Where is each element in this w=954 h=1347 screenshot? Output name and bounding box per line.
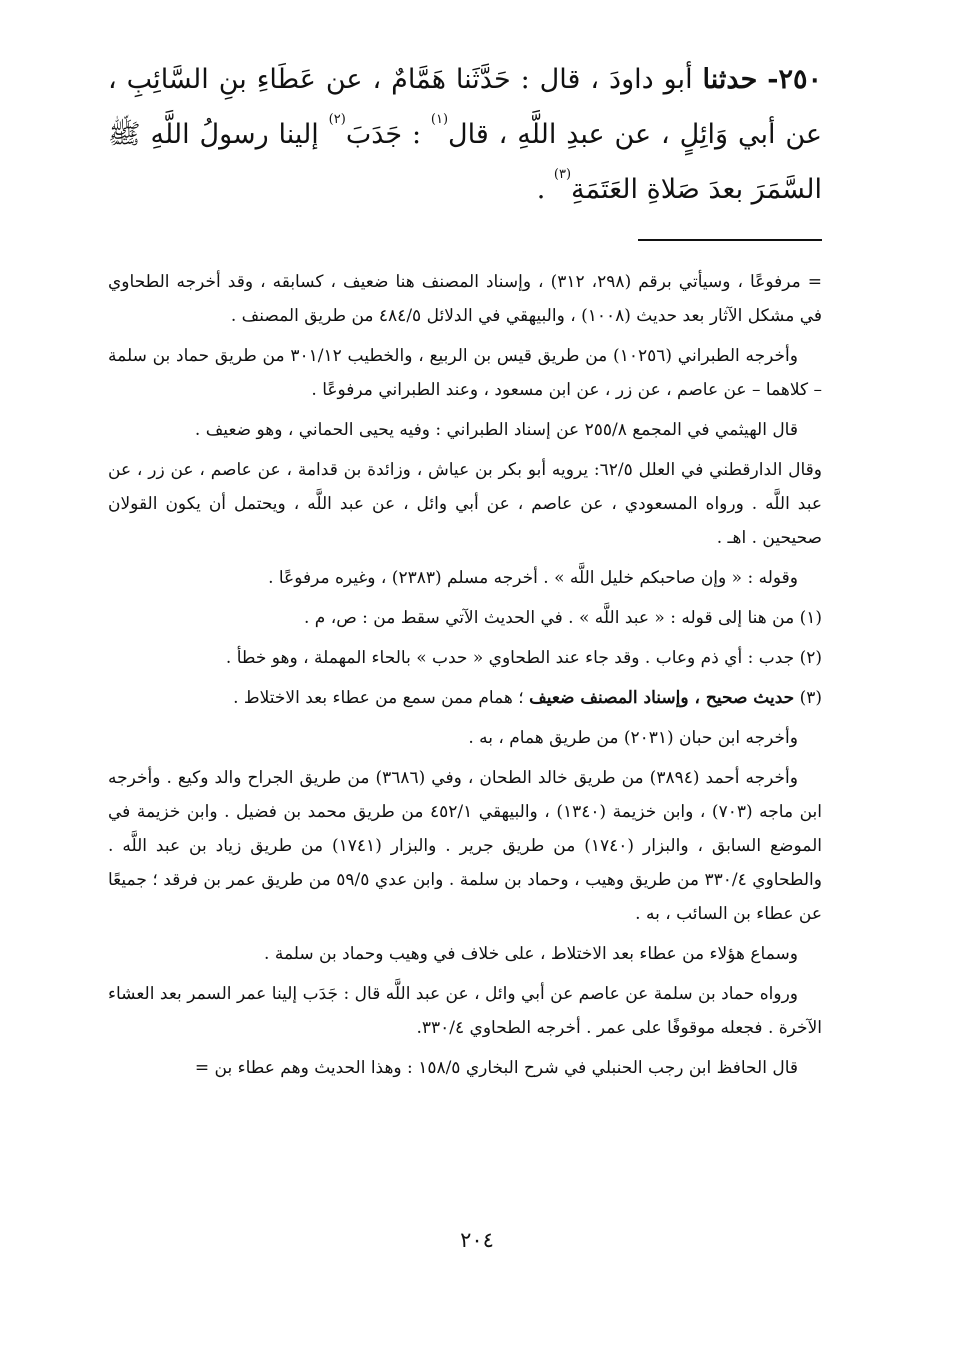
hadith-text-part-3: إلينا رسولُ اللَّهِ ﷺ السَّمَرَ بعدَ صَلاةِ العَتَمَةِ [108, 119, 822, 205]
footnote-ref-3: (٣) [553, 167, 572, 182]
note-paragraph-1: = مرفوعًا ، وسيأتي برقم (٢٩٨، ٣١٢) ، وإسناد المصنف هنا ضعيف ، كسابقه ، وقد أخرجه الطحاوي في مشكل الآثار بعد حديث (١٠٠٨) ، والبيهقي في الدلائل ٤٨٤/٥ من طريق المصنف . [108, 272, 823, 326]
footnote-ref-1: (١) [430, 112, 449, 127]
footnote-divider [638, 239, 822, 241]
footnotes [108, 265, 822, 1085]
note-paragraph-9: ورواه حماد بن سلمة عن عاصم عن أبي وائل ، عن عبد اللَّه قال : جَدَب إلينا عمر السمر بعد العشاء الآخرة . فجعله موقوفًا على عمر . أخرجه الطحاوي ٣٣٠/٤. [108, 984, 822, 1038]
footnote-1: (١) من هنا إلى قوله : « عبد اللَّه » . في الحديث الآتي سقط من : ص، م . [303, 608, 822, 628]
hadith-lead-word: حدثنا [702, 64, 758, 95]
footnote-3-prefix: (٣) [794, 688, 822, 708]
footnote-3-ruling: حديث صحيح ، وإسناد المصنف ضعيف [529, 688, 795, 708]
footnote-ref-2: (٢) [328, 112, 346, 127]
footnote-3-rest: ؛ همام ممن سمع من عطاء بعد الاختلاط . [233, 688, 530, 708]
hadith-number: ٢٥٠- [767, 64, 822, 95]
page-number: ٢٠٤ [460, 1228, 494, 1252]
note-paragraph-8: وسماع هؤلاء من عطاء بعد الاختلاط ، على خلاف في وهيب وحماد بن سلمة . [264, 944, 798, 964]
hadith-text-part-1: أبو داودَ ، قال : حَدَّثَنا هَمَّامٌ ، عن عَطَاءِ بنِ السَّائِبِ ، عن أبي وَائِلٍ ، عن عبدِ اللَّهِ ، قال [108, 64, 822, 150]
note-paragraph-6: وأخرجه ابن حبان (٢٠٣١) من طريق همام ، به . [468, 728, 798, 748]
note-paragraph-7: وأخرجه أحمد (٣٨٩٤) من طريق خالد الطحان ، وفي (٣٦٨٦) من طريق الجراح والد وكيع . وأخرجه ابن ماجه (٧٠٣) ، وابن خزيمة (١٣٤٠) ، والبيهقي ٤٥٢/١ من طريق محمد بن فضيل . وابن خزيمة في الموضع السابق ، والبزار (١٧٤٠) من طريق جرير . والبزار (١٧٤١) من طريق زياد بن عبد اللَّه . والطحاوي ٣٣٠/٤ من طريق وهيب ، وحماد بن سلمة . وابن عدي ٥٩/٥ من طريق عمر بن فرقد ؛ جميعًا عن عطاء بن السائب ، به . [108, 768, 822, 924]
hadith-text [108, 52, 822, 217]
note-paragraph-10: قال الحافظ ابن رجب الحنبلي في شرح البخاري ١٥٨/٥ : وهذا الحديث وهم عطاء بن = [194, 1058, 798, 1078]
hadith-text-part-2: : جَدَبَ [345, 119, 431, 150]
note-paragraph-3: قال الهيثمي في المجمع ٢٥٥/٨ عن إسناد الطبراني : وفيه يحيى الحماني ، وهو ضعيف . [194, 420, 798, 440]
note-paragraph-4: وقال الدارقطني في العلل ٦٢/٥: يرويه أبو بكر بن عياش ، وزائدة بن قدامة ، عن عاصم ، عن زر ، عن عبد اللَّه . ورواه المسعودي ، عن عاصم ، عن أبي وائل ، عن عبد اللَّه ، ويحتمل أن يكون القولان صحيحين . اهـ . [108, 460, 822, 548]
page-body [108, 52, 822, 1091]
note-paragraph-5: وقوله : « وإن صاحبكم خليل اللَّه » . أخرجه مسلم (٢٣٨٣) ، وغيره مرفوعًا . [268, 568, 798, 588]
footnote-3 [108, 681, 822, 715]
note-paragraph-2: وأخرجه الطبراني (١٠٢٥٦) من طريق قيس بن الربيع ، والخطيب ٣٠١/١٢ من طريق حماد بن سلمة – كلاهما – عن عاصم ، عن زر ، عن ابن مسعود ، وعند الطبراني مرفوعًا . [108, 346, 822, 400]
footnote-2: (٢) جدب : أي ذم وعاب . وقد جاء عند الطحاوي « حدب » بالحاء المهملة ، وهو خطأ . [225, 648, 822, 668]
hadith-text-part-4: . [536, 174, 554, 205]
